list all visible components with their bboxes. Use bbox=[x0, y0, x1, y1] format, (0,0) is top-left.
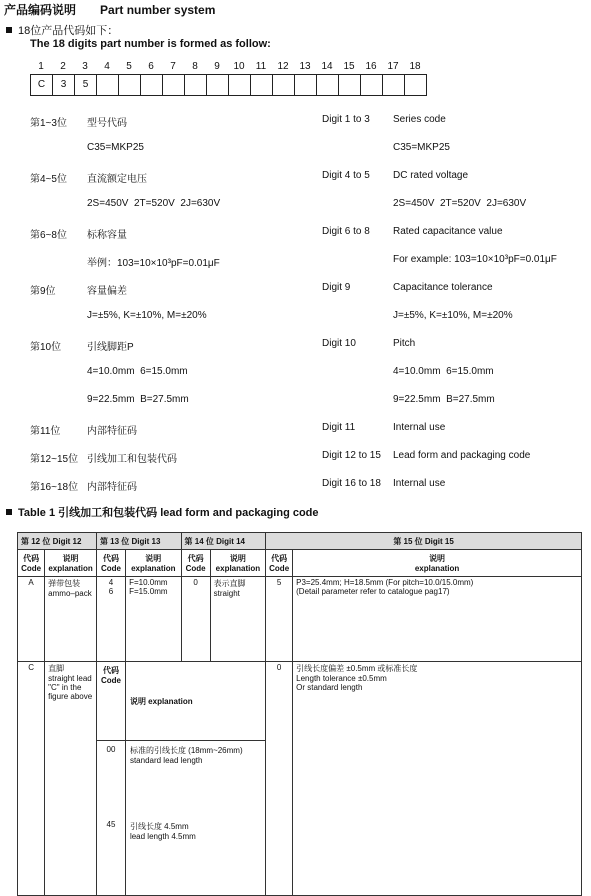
digit-number: 11 bbox=[255, 61, 267, 72]
code-cell bbox=[184, 74, 207, 96]
row-en-desc: 2S=450V 2T=520V 2J=630V bbox=[393, 198, 527, 209]
digit-number: 9 bbox=[214, 61, 220, 72]
row-en-desc: Series code bbox=[393, 114, 446, 125]
header-code: 代码 Code bbox=[266, 550, 293, 577]
cell: 引线长度偏差 ±0.5mm 或标准长度 Length tolerance ±0.5mm Or standard length bbox=[293, 662, 582, 896]
code-cell bbox=[140, 74, 163, 96]
row-cn-desc: 容量偏差 bbox=[87, 286, 127, 297]
row-en-pos: Digit 11 bbox=[322, 422, 356, 433]
cell: 0 bbox=[181, 577, 210, 662]
digit-number: 6 bbox=[148, 61, 154, 72]
row-cn-desc: 举例：103=10×10³pF=0.01μF bbox=[87, 258, 220, 269]
row-cn-pos: 第12~15位 bbox=[30, 454, 79, 465]
digit-number: 16 bbox=[365, 61, 377, 72]
row-cn-pos: 第4~5位 bbox=[30, 174, 67, 185]
row-en-desc: J=±5%, K=±10%, M=±20% bbox=[393, 310, 513, 321]
code-cell bbox=[382, 74, 405, 96]
row-en-pos: Digit 6 to 8 bbox=[322, 226, 370, 237]
sub-code: 45 bbox=[97, 819, 126, 895]
bullet-square-icon bbox=[6, 509, 12, 515]
row-cn-pos: 第9位 bbox=[30, 286, 56, 297]
row-cn-pos: 第16~18位 bbox=[30, 482, 79, 493]
bullet-en: The 18 digits part number is formed as follow: bbox=[30, 38, 271, 50]
bullet-square-icon bbox=[6, 27, 12, 33]
row-en-desc: Rated capacitance value bbox=[393, 226, 503, 237]
row-cn-desc: 引线脚距P bbox=[87, 342, 134, 353]
digit-number: 17 bbox=[387, 61, 399, 72]
row-en-desc: Pitch bbox=[393, 338, 416, 349]
row-cn-pos: 第10位 bbox=[30, 342, 62, 353]
digit-number: 8 bbox=[192, 61, 198, 72]
digit-number: 7 bbox=[170, 61, 176, 72]
row-en-pos: Digit 1 to 3 bbox=[322, 114, 370, 125]
header-explanation: 说明 explanation bbox=[45, 550, 97, 577]
digit-number: 12 bbox=[277, 61, 289, 72]
code-cell bbox=[316, 74, 339, 96]
cell: F=10.0mm F=15.0mm bbox=[126, 577, 181, 662]
code-cell bbox=[360, 74, 383, 96]
code-cell: C bbox=[30, 74, 53, 96]
row-cn-desc: 直流额定电压 bbox=[87, 174, 147, 185]
digit-number: 5 bbox=[126, 61, 132, 72]
bullet-cn bbox=[6, 22, 118, 38]
row-cn-desc: 9=22.5mm B=27.5mm bbox=[87, 394, 189, 405]
code-cell bbox=[294, 74, 317, 96]
digit-number: 4 bbox=[104, 61, 110, 72]
row-cn-desc: 型号代码 bbox=[87, 118, 127, 129]
row-cn-desc: C35=MKP25 bbox=[87, 142, 144, 153]
code-cell bbox=[404, 74, 427, 96]
digit-number: 1 bbox=[38, 61, 44, 72]
cell: 0 bbox=[266, 662, 293, 896]
lead-form-table bbox=[17, 532, 582, 896]
digit-number: 10 bbox=[233, 61, 245, 72]
row-en-desc: DC rated voltage bbox=[393, 170, 469, 181]
sub-code: 00 bbox=[97, 741, 126, 820]
row-en-desc: 4=10.0mm 6=15.0mm bbox=[393, 366, 494, 377]
row-en-desc: For example: 103=10×10³pF=0.01μF bbox=[393, 254, 557, 265]
row-cn-pos: 第1~3位 bbox=[30, 118, 67, 129]
code-cells bbox=[30, 74, 426, 96]
bullet-cn-text: 18位产品代码如下： bbox=[18, 25, 119, 37]
cell: P3=25.4mm; H=18.5mm (For pitch=10.0/15.0mm) (Detail parameter refer to catalogue pag17) bbox=[293, 577, 582, 662]
header-explanation: 说明 explanation bbox=[126, 550, 181, 577]
code-cell bbox=[162, 74, 185, 96]
cell: 直脚 straight lead "C" in the figure above bbox=[45, 662, 97, 896]
header-code: 代码 Code bbox=[181, 550, 210, 577]
code-cell: 5 bbox=[74, 74, 97, 96]
sub-explanation: 引线长度 4.5mm lead length 4.5mm bbox=[129, 822, 196, 841]
table-title-text: Table 1 引线加工和包装代码 lead form and packaging code bbox=[18, 507, 319, 519]
row-en-desc: C35=MKP25 bbox=[393, 142, 450, 153]
code-cell bbox=[338, 74, 361, 96]
row-en-desc: Capacitance tolerance bbox=[393, 282, 493, 293]
page-title bbox=[4, 1, 239, 18]
digit-number: 18 bbox=[409, 61, 421, 72]
digit-number: 2 bbox=[60, 61, 66, 72]
row-cn-desc: 4=10.0mm 6=15.0mm bbox=[87, 366, 188, 377]
row-en-desc: Internal use bbox=[393, 422, 446, 433]
digit-number: 3 bbox=[82, 61, 88, 72]
sub-explanation: 标准的引线长度 (18mm~26mm) standard lead length bbox=[129, 746, 243, 765]
cell: A bbox=[18, 577, 45, 662]
digit13-14-subtable-cell bbox=[96, 662, 265, 896]
row-en-desc: Internal use bbox=[393, 478, 446, 489]
header-code: 代码 Code bbox=[96, 550, 125, 577]
header-explanation: 说明 explanation bbox=[293, 550, 582, 577]
title-cn: 产品编码说明 bbox=[4, 3, 77, 17]
row-cn-desc: 引线加工和包装代码 bbox=[87, 454, 177, 465]
row-cn-pos: 第6~8位 bbox=[30, 230, 67, 241]
row-en-pos: Digit 12 to 15 bbox=[322, 450, 381, 461]
code-cell bbox=[228, 74, 251, 96]
digit-number: 13 bbox=[299, 61, 311, 72]
lead-length-subtable bbox=[97, 662, 265, 895]
row-cn-desc: 内部特征码 bbox=[87, 482, 137, 493]
sub-header-explanation: 说明 explanation bbox=[125, 662, 265, 741]
cell: 弹带包装 ammo–pack bbox=[45, 577, 97, 662]
cell: C bbox=[18, 662, 45, 896]
row-cn-desc: J=±5%, K=±10%, M=±20% bbox=[87, 310, 207, 321]
row-cn-desc: 标称容量 bbox=[87, 230, 127, 241]
code-cell bbox=[118, 74, 141, 96]
digit-number: 14 bbox=[321, 61, 333, 72]
header-digit12: 第 12 位 Digit 12 bbox=[18, 533, 97, 550]
sub-header-code: 代码 Code bbox=[97, 662, 126, 741]
code-cell: 3 bbox=[52, 74, 75, 96]
header-digit14: 第 14 位 Digit 14 bbox=[181, 533, 266, 550]
code-cell bbox=[206, 74, 229, 96]
row-cn-pos: 第11位 bbox=[30, 426, 61, 437]
row-en-desc: Lead form and packaging code bbox=[393, 450, 531, 461]
row-en-pos: Digit 9 bbox=[322, 282, 351, 293]
row-en-desc: 9=22.5mm B=27.5mm bbox=[393, 394, 495, 405]
code-cell bbox=[96, 74, 119, 96]
digit-number: 15 bbox=[343, 61, 355, 72]
header-code: 代码 Code bbox=[18, 550, 45, 577]
header-explanation: 说明 explanation bbox=[210, 550, 265, 577]
cell: 4 6 bbox=[96, 577, 125, 662]
code-cell bbox=[272, 74, 295, 96]
table-title bbox=[6, 504, 319, 520]
code-cell bbox=[250, 74, 273, 96]
cell: 表示直脚 straight bbox=[210, 577, 265, 662]
title-en: Part number system bbox=[100, 3, 216, 17]
header-digit13: 第 13 位 Digit 13 bbox=[96, 533, 181, 550]
row-cn-desc: 内部特征码 bbox=[87, 426, 137, 437]
row-en-pos: Digit 10 bbox=[322, 338, 356, 349]
row-cn-desc: 2S=450V 2T=520V 2J=630V bbox=[87, 198, 221, 209]
row-en-pos: Digit 4 to 5 bbox=[322, 170, 370, 181]
cell: 5 bbox=[266, 577, 293, 662]
row-en-pos: Digit 16 to 18 bbox=[322, 478, 381, 489]
header-digit15: 第 15 位 Digit 15 bbox=[266, 533, 582, 550]
